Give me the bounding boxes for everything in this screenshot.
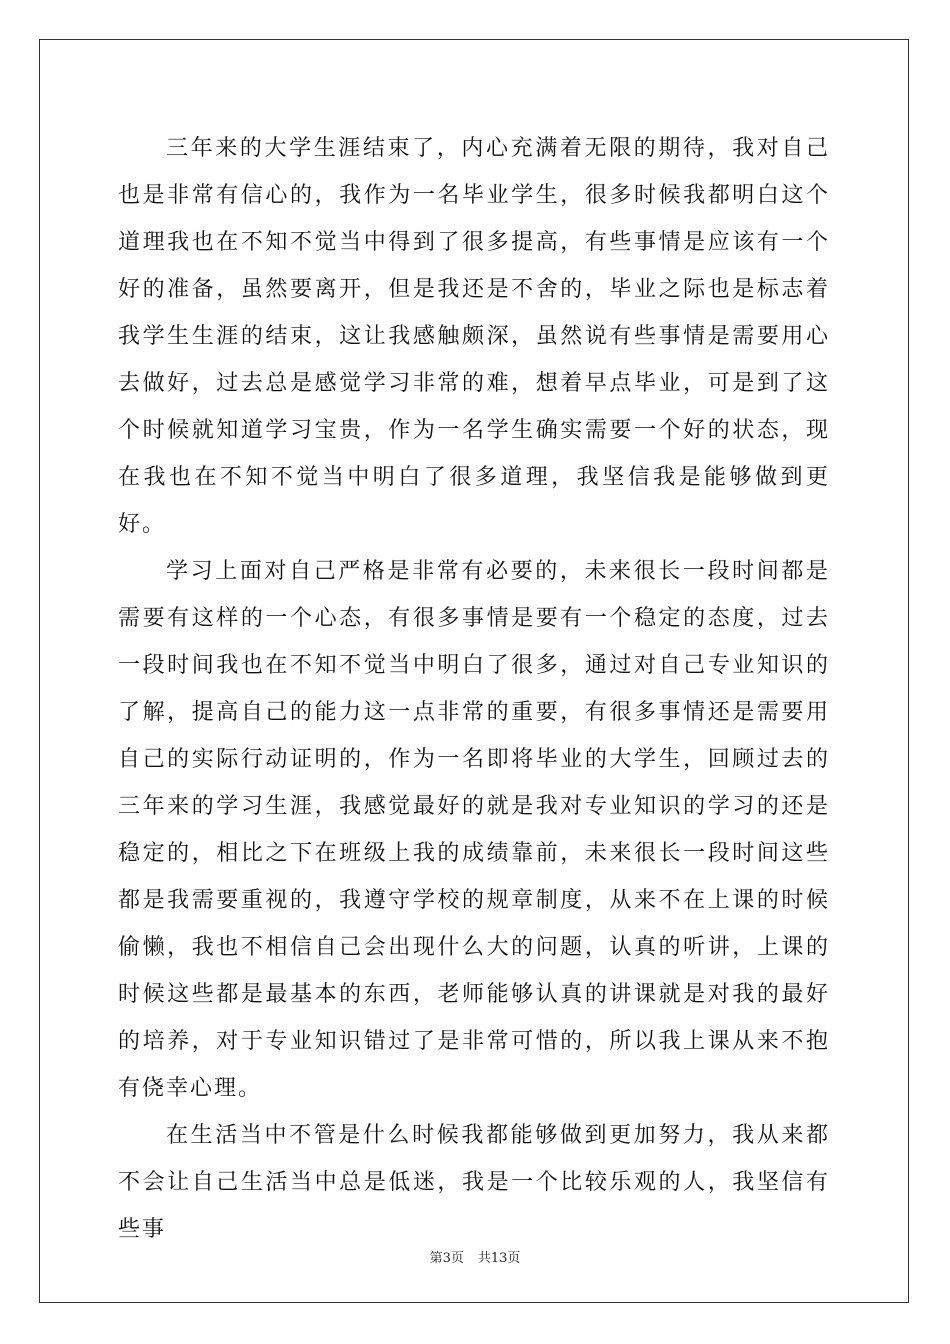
paragraph-2: 学习上面对自己严格是非常有必要的，未来很长一段时间都是需要有这样的一个心态，有很多事情是要有一个稳定的态度，过去一段时间我也在不知不觉当中明白了很多，通过对自己专业知识的了解，提高自己的能力这一点非常的重要，有很多事情还是需要用自己的实际行动证明的，作为一名即将毕业的大学生，回顾过去的三年来的学习生涯，我感觉最好的就是我对专业知识的学习的还是稳定的，相比之下在班级上我的成绩靠前，未来很长一段时间这些都是我需要重视的，我遵守学校的规章制度，从来不在上课的时候偷懒，我也不相信自己会出现什么大的问题，认真的听讲，上课的时候这些都是最基本的东西，老师能够认真的讲课就是对我的最好的培养，对于专业知识错过了是非常可惜的，所以我上课从来不抱有侥幸心理。 <box>118 559 830 1101</box>
page-footer <box>0 1247 950 1266</box>
page-total: 共13页 <box>477 1251 521 1266</box>
page-number: 第3页 <box>429 1251 464 1266</box>
paragraph-3: 在生活当中不管是什么时候我都能够做到更加努力，我从来都不会让自己生活当中总是低迷，我是一个比较乐观的人，我坚信有些事 <box>118 1123 830 1242</box>
document-body <box>118 125 830 1253</box>
paragraph-1: 三年来的大学生涯结束了，内心充满着无限的期待，我对自己也是非常有信心的，我作为一名毕业学生，很多时候我都明白这个道理我也在不知不觉当中得到了很多提高，有些事情是应该有一个好的准备，虽然要离开，但是我还是不舍的，毕业之际也是标志着我学生生涯的结束，这让我感触颇深，虽然说有些事情是需要用心去做好，过去总是感觉学习非常的难，想着早点毕业，可是到了这个时候就知道学习宝贵，作为一名学生确实需要一个好的状态，现在我也在不知不觉当中明白了很多道理，我坚信我是能够做到更好。 <box>118 136 830 537</box>
